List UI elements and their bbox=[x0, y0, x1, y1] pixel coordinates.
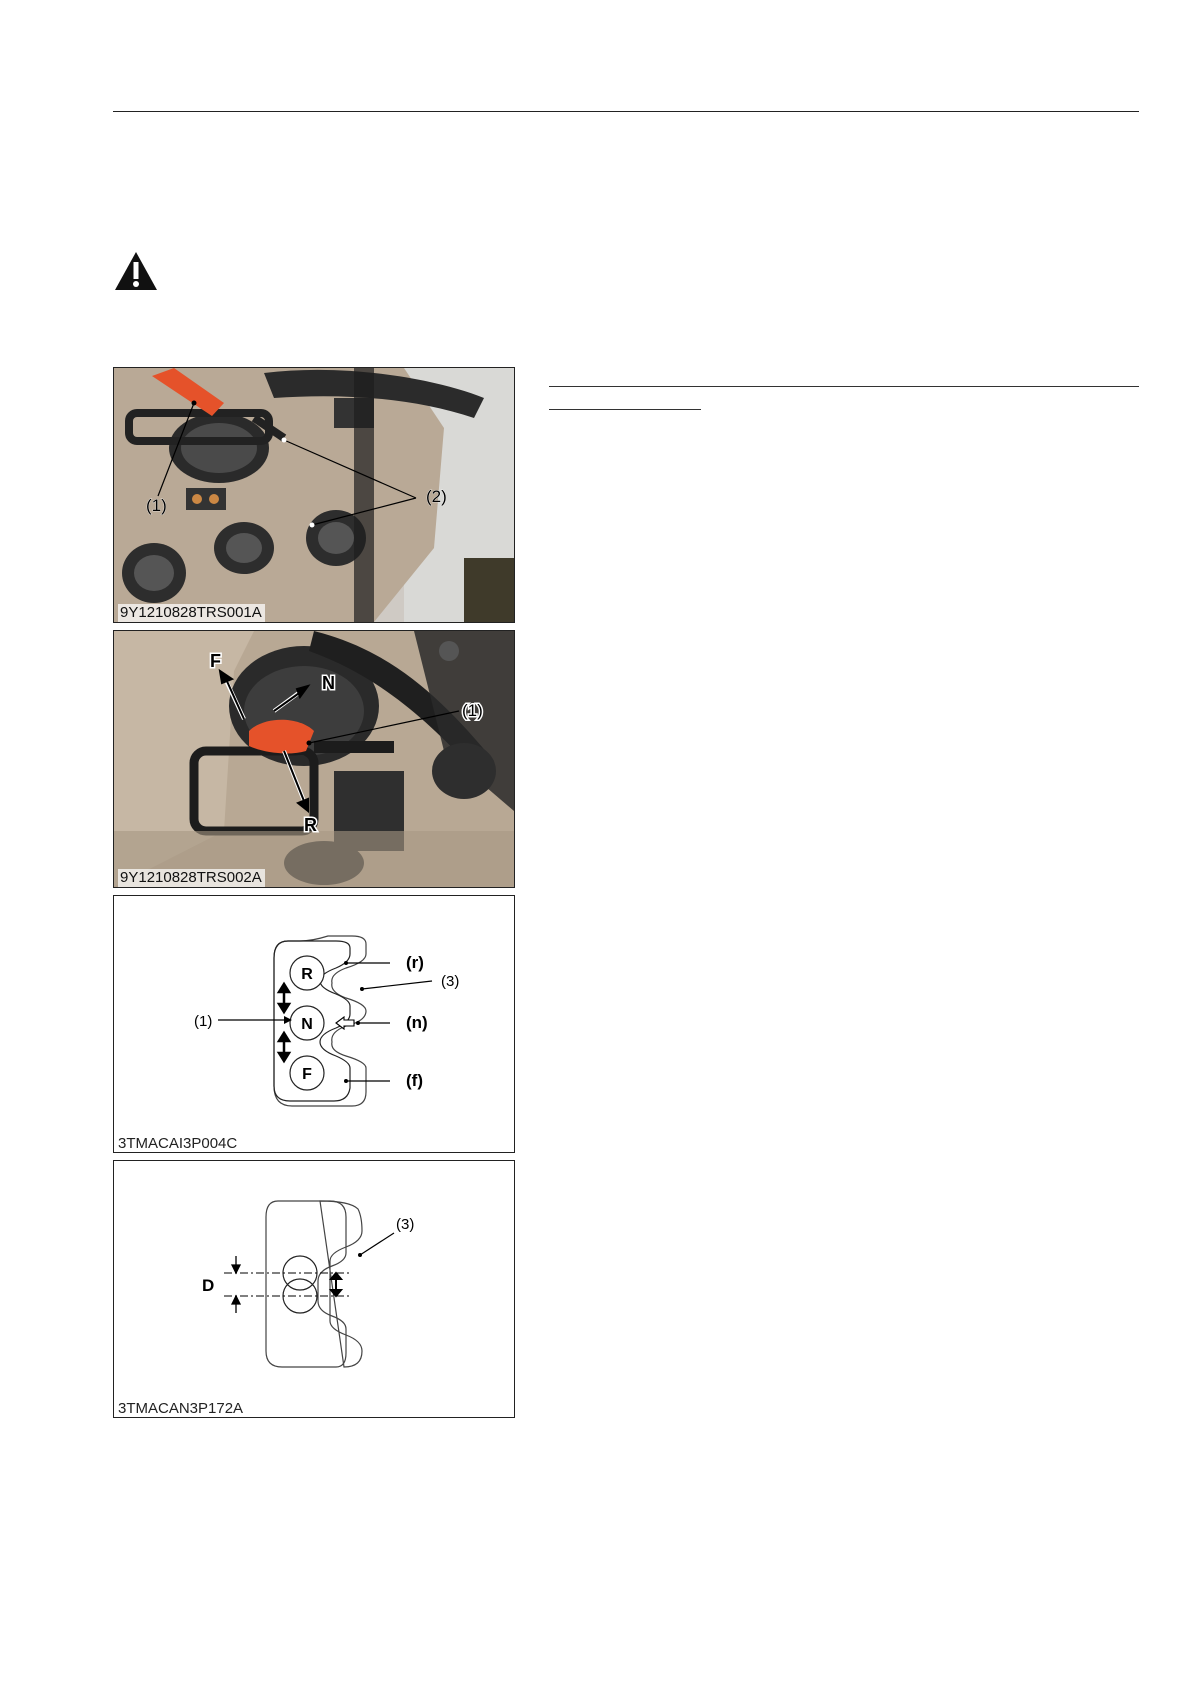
label-F: F bbox=[210, 651, 221, 671]
section-rule bbox=[549, 386, 1139, 387]
header-rule bbox=[113, 111, 1139, 112]
label-f: (f) bbox=[406, 1071, 423, 1090]
detent-R: R bbox=[301, 966, 313, 983]
figure-3-diagram bbox=[113, 895, 515, 1153]
label-1: (1) bbox=[146, 496, 167, 515]
figure-1-photo bbox=[113, 367, 515, 623]
label-2: (2) bbox=[426, 487, 447, 506]
label-D: D bbox=[202, 1276, 215, 1295]
figure-4-diagram bbox=[113, 1160, 515, 1418]
label-n: (n) bbox=[406, 1013, 428, 1032]
figure-2-photo bbox=[113, 630, 515, 888]
label-1: (1) bbox=[462, 701, 483, 720]
label-R: R bbox=[304, 815, 317, 835]
figure-3-caption: 3TMACAI3P004C bbox=[118, 1135, 238, 1152]
label-1: (1) bbox=[194, 1013, 213, 1030]
section-rule-short bbox=[549, 409, 701, 410]
label-N: N bbox=[322, 673, 335, 693]
figure-4-caption: 3TMACAN3P172A bbox=[118, 1400, 244, 1417]
label-3: (3) bbox=[441, 973, 460, 990]
detent-F: F bbox=[302, 1066, 312, 1083]
figure-2-caption: 9Y1210828TRS002A bbox=[118, 869, 265, 887]
warning-triangle-icon bbox=[113, 250, 159, 292]
label-r: (r) bbox=[406, 953, 424, 972]
figure-1-caption: 9Y1210828TRS001A bbox=[118, 604, 265, 622]
label-3: (3) bbox=[396, 1216, 415, 1233]
detent-N: N bbox=[301, 1016, 313, 1033]
